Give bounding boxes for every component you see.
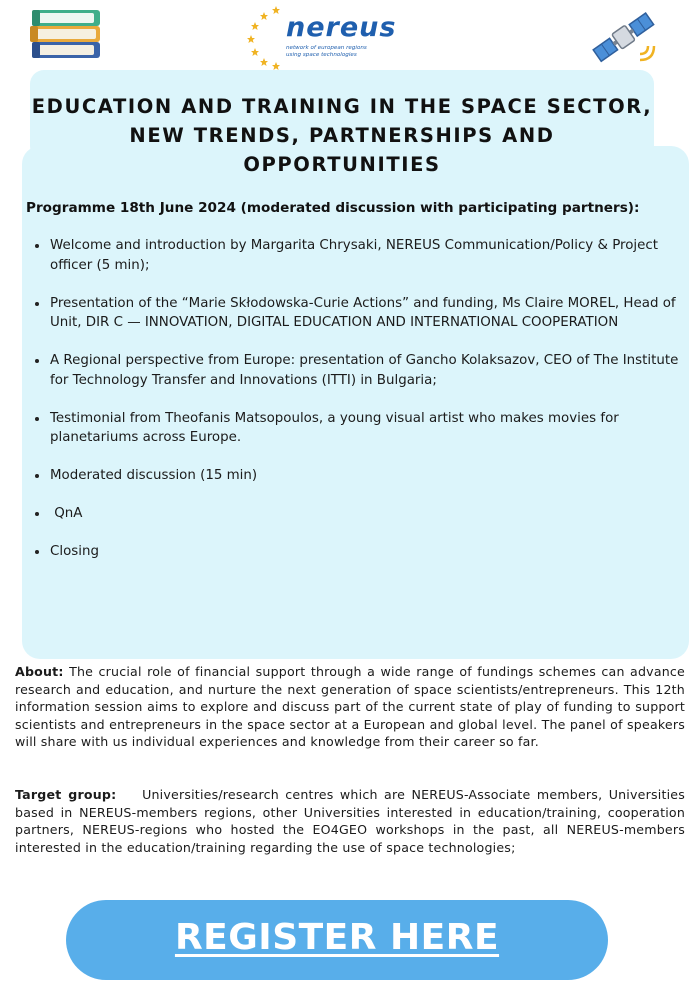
- logo-tagline-line-1: network of european regions: [286, 45, 367, 51]
- logo-wordmark: nereus: [286, 12, 397, 43]
- register-link[interactable]: REGISTER HERE: [174, 917, 500, 958]
- logo-tagline: [286, 45, 406, 59]
- target-group-text: Universities/research centres which are NEREUS-Associate members, Universities based in NEREUS-members regions, other Universities interested in education/training, cooperation partners, NEREUS-regions who hosted the EO4GEO workshops in the past, all NEREUS-members interested in the education/training regarding the use of space technologies;: [15, 787, 690, 855]
- programme-item: Presentation of the “Marie Skłodowska-Curie Actions” and funding, Ms Claire MOREL, Head of Unit, DIR C — INNOVATION, DIGITAL EDUCATION AND INTERNATIONAL COOPERATION: [30, 294, 680, 333]
- satellite-icon: [590, 8, 660, 70]
- about-label: About:: [15, 664, 64, 679]
- programme-item: Welcome and introduction by Margarita Chrysaki, NEREUS Communication/Policy & Project officer (5 min);: [30, 236, 680, 275]
- title-line-1: EDUCATION AND TRAINING IN THE SPACE SECTOR,: [31, 95, 653, 118]
- logo-tagline-line-2: using space technologies: [286, 52, 357, 58]
- programme-item: Testimonial from Theofanis Matsopoulos, a young visual artist who makes movies for planetariums across Europe.: [30, 409, 680, 448]
- title-line-2: NEW TRENDS, PARTNERSHIPS AND OPPORTUNITIES: [129, 124, 555, 176]
- nereus-logo[interactable]: [246, 2, 406, 70]
- programme-item: Moderated discussion (15 min): [30, 466, 680, 486]
- programme-item: Closing: [30, 542, 680, 562]
- programme-heading: Programme 18th June 2024 (moderated discussion with participating partners):: [26, 200, 640, 216]
- programme-list: [30, 236, 680, 580]
- programme-item: A Regional perspective from Europe: presentation of Gancho Kolaksazov, CEO of The Institute for Technology Transfer and Innovations (ITTI) in Bulgaria;: [30, 351, 680, 390]
- books-stack-icon: [28, 4, 106, 64]
- programme-item: QnA: [30, 504, 680, 524]
- target-group-paragraph: [15, 786, 690, 856]
- page-title: [30, 92, 654, 179]
- target-group-label: Target group:: [15, 787, 117, 802]
- about-paragraph: [15, 663, 685, 751]
- register-button[interactable]: [66, 900, 608, 980]
- about-text: The crucial role of financial support through a wide range of fundings schemes can advance research and education, and nurture the next generation of space scientists/entrepreneurs. This 12th information session aims to explore and discuss part of the current state of play of funding to support scientists and entrepreneurs in the space sector at a European and global level. The panel of speakers will share with us individual experiences and knowledge from their career so far.: [15, 664, 685, 749]
